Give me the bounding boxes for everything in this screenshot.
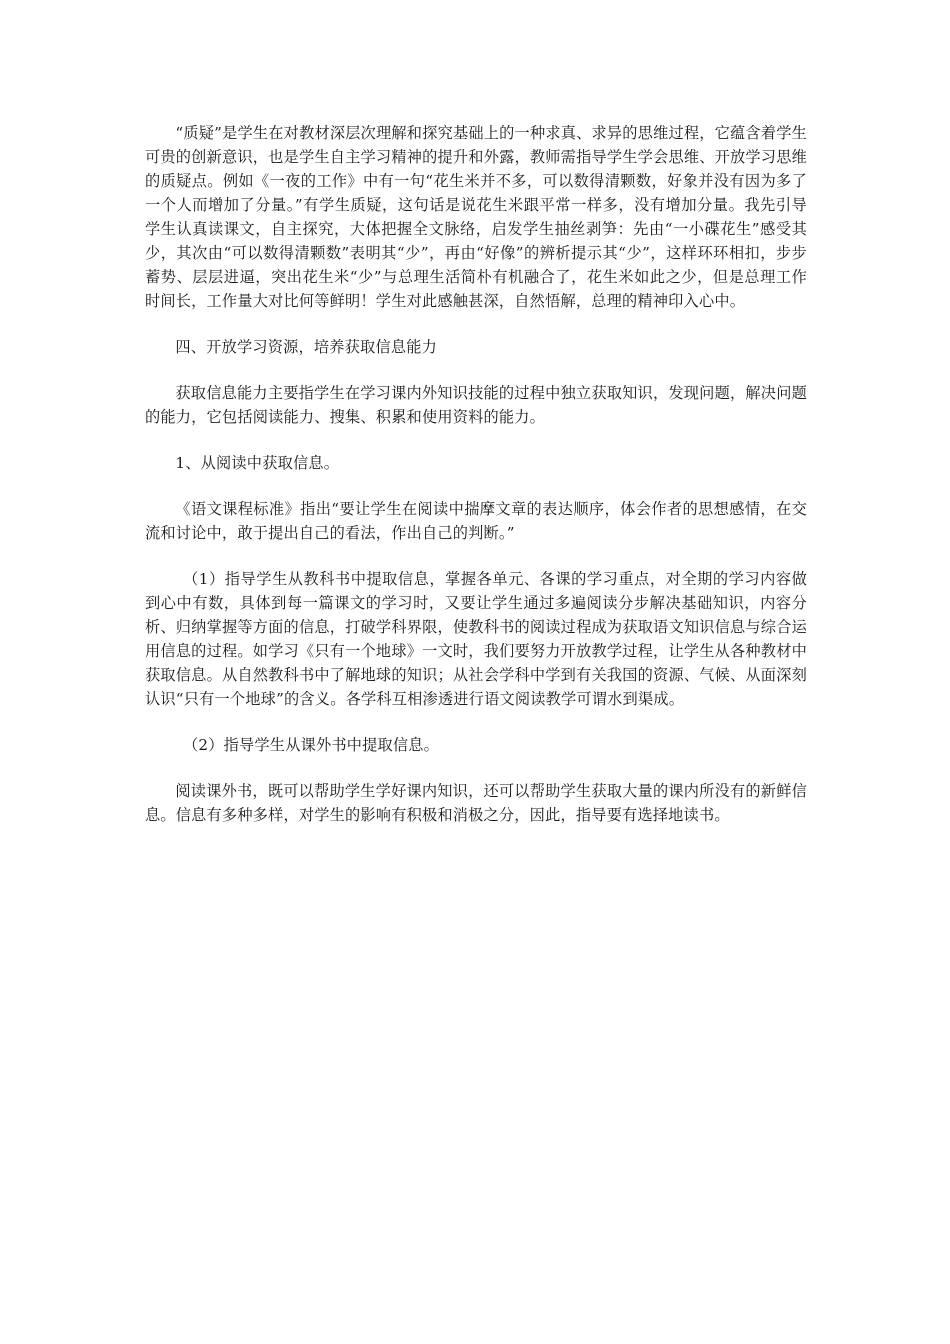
subheading-extracurricular: （2）指导学生从课外书中提取信息。: [183, 736, 440, 754]
paragraph-curriculum-standard: 《语文课程标准》指出“要让学生在阅读中揣摩文章的表达顺序，体会作者的思想感情，在交流和讨论中，敢于提出自己的看法，作出自己的判断。”: [145, 500, 807, 542]
paragraph-extracurricular-reading: 阅读课外书，既可以帮助学生学好课内知识，还可以帮助学生获取大量的课内所没有的新鲜信息。信息有多种多样，对学生的影响有积极和消极之分，因此，指导要有选择地读书。: [145, 782, 807, 824]
paragraph-info-ability: 获取信息能力主要指学生在学习课内外知识技能的过程中独立获取知识，发现问题，解决问题的能力，它包括阅读能力、搜集、积累和使用资料的能力。: [145, 384, 807, 426]
document-body: [145, 121, 807, 849]
section-heading-four: 四、开放学习资源，培养获取信息能力: [175, 338, 437, 356]
paragraph-questioning: “质疑”是学生在对教材深层次理解和探究基础上的一种求真、求异的思维过程，它蕴含着学生可贵的创新意识，也是学生自主学习精神的提升和外露，教师需指导学生学会思维、开放学习思维的质疑点。例如《一夜的工作》中有一句“花生米并不多，可以数得清颗数，好象并没有因为多了一个人而增加了分量。”有学生质疑，这句话是说花生米跟平常一样多，没有增加分量。我先引导学生认真读课文，自主探究，大体把握全文脉络，启发学生抽丝剥笋：先由“一小碟花生”感受其少，其次由“可以数得清颗数”表明其“少”，再由“好像”的辨析提示其“少”，这样环环相扣，步步蓄势、层层进逼，突出花生米“少”与总理生活简朴有机融合了，花生米如此之少，但是总理工作时间长，工作量大对比何等鲜明！学生对此感触甚深，自然悟解，总理的精神印入心中。: [145, 124, 807, 310]
subheading-reading: 1、从阅读中获取信息。: [175, 454, 340, 472]
paragraph-textbook-info: （1）指导学生从教科书中提取信息，掌握各单元、各课的学习重点，对全期的学习内容做到心中有数，具体到每一篇课文的学习时，又要让学生通过多遍阅读分步解决基础知识，内容分析、归纳掌握等方面的信息，打破学科界限，使教科书的阅读过程成为获取语文知识信息与综合运用信息的过程。如学习《只有一个地球》一文时，我们要努力开放教学过程，让学生从各种教材中获取信息。从自然教科书中了解地球的知识；从社会学科中学到有关我国的资源、气候、从面深刻认识“只有一个地球”的含义。各学科互相渗透进行语文阅读教学可谓水到渠成。: [145, 570, 807, 708]
